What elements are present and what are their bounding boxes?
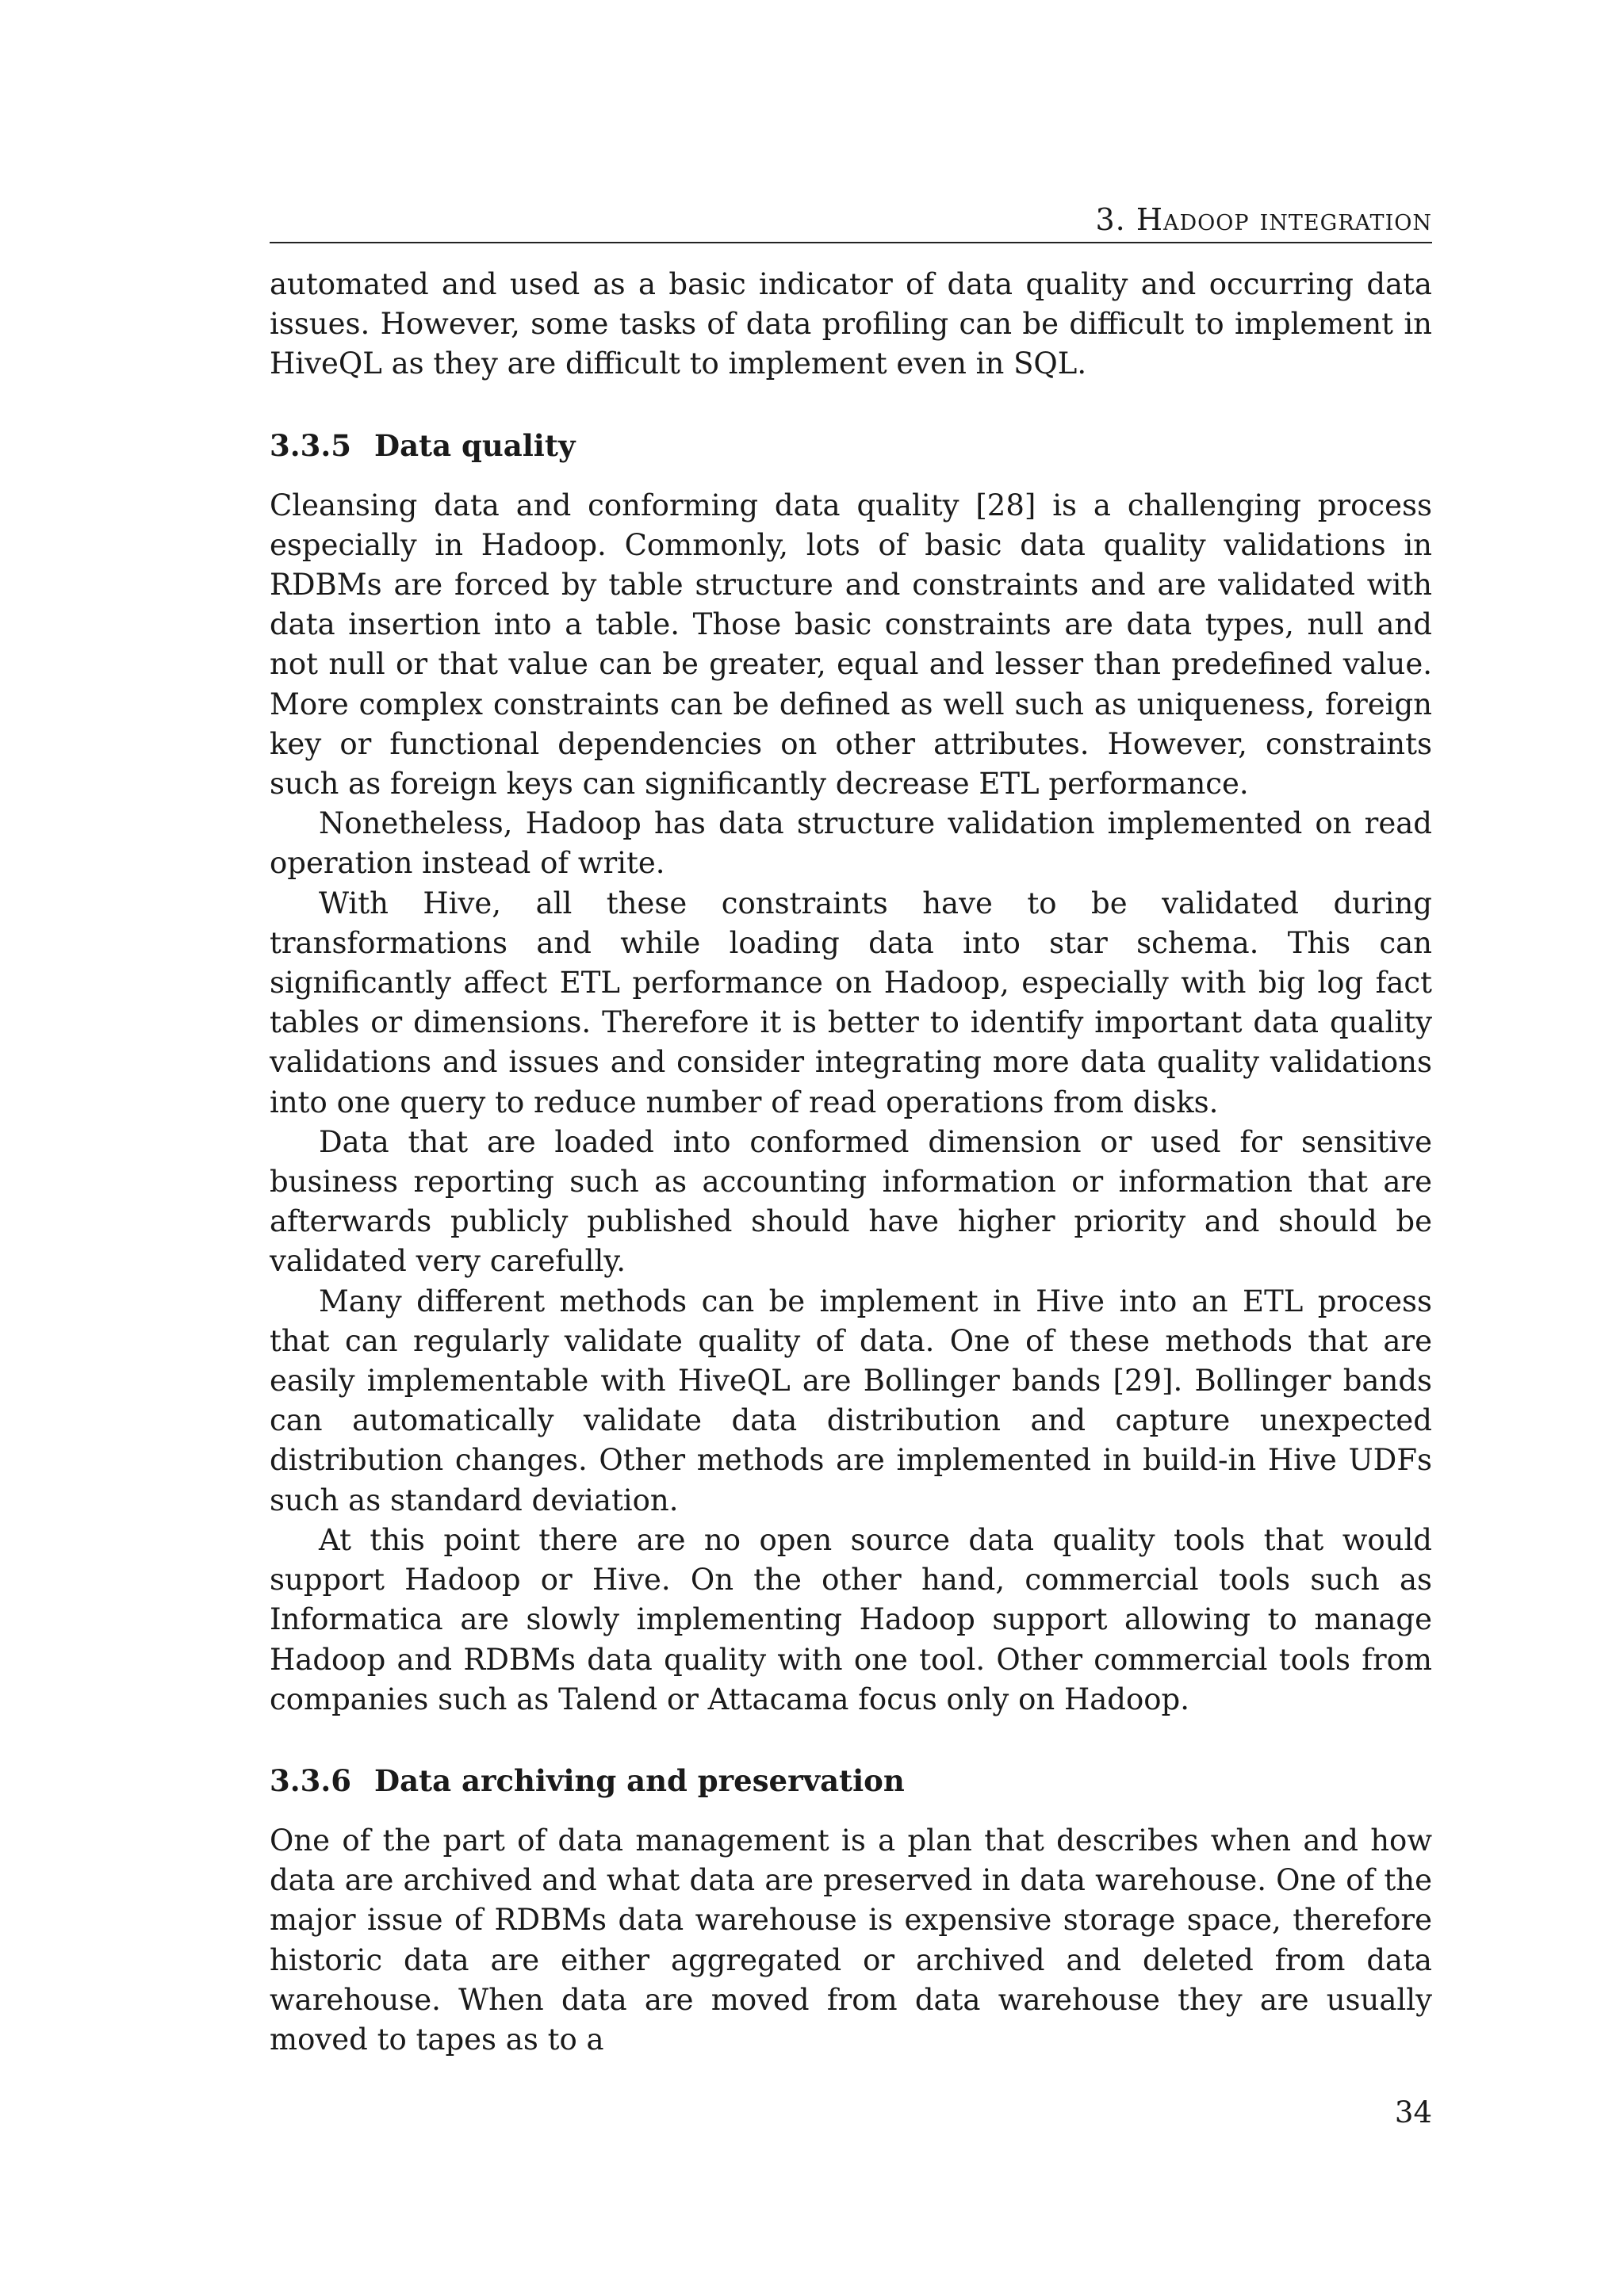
paragraph: With Hive, all these constraints have to be validated during transformations and while loading data into star schema. This can significantly affect ETL performance on Hadoop, especially with big log fact tables or dimensions. Therefore it is better to identify important data quality validations and issues and consider integrating more data quality validations into one query to reduce number of read operations from disks. (270, 886, 1432, 1119)
body-text (270, 265, 1432, 2060)
header-rule (270, 242, 1432, 243)
running-header (270, 200, 1432, 239)
section-number: 3.3.5 (270, 427, 351, 463)
paragraph: automated and used as a basic indicator of data quality and occurring data issues. However, some tasks of data profiling can be difficult to implement in HiveQL as they are difficult to implement even in SQL. (270, 267, 1432, 381)
paragraph: Cleansing data and conforming data quality [28] is a challenging process especially in Hadoop. Commonly, lots of basic data quality validations in RDBMs are forced by table structure and constraints and are validated with data insertion into a table. Those basic constraints are data types, null and not null or that value can be greater, equal and lesser than predefined value. More complex constraints can be defined as well such as uniqueness, foreign key or functional dependencies on other attributes. However, constraints such as foreign keys can significantly decrease ETL performance. (270, 488, 1432, 802)
page-number: 34 (1394, 2095, 1432, 2130)
paragraph: At this point there are no open source data quality tools that would support Hadoop or Hive. On the other hand, commercial tools such as Informatica are slowly implementing Hadoop support allowing to manage Hadoop and RDBMs data quality with one tool. Other commercial tools from companies such as Talend or Attacama focus only on Hadoop. (270, 1522, 1432, 1716)
chapter-title: Hadoop integration (1136, 202, 1432, 237)
section-title: Data quality (374, 427, 576, 463)
paragraph: Data that are loaded into conformed dimension or used for sensitive business reporting such as accounting information or information that are afterwards publicly published should have higher priority and should be validated very carefully. (270, 1124, 1432, 1279)
chapter-number: 3. (1095, 202, 1126, 237)
section-heading-3-3-5 (270, 426, 1432, 465)
section-number: 3.3.6 (270, 1762, 351, 1798)
paragraph: Nonetheless, Hadoop has data structure validation implemented on read operation instead of write. (270, 806, 1432, 881)
section-heading-3-3-6 (270, 1761, 1432, 1800)
paragraph: Many different methods can be implement in Hive into an ETL process that can regularly validate quality of data. One of these methods that are easily implementable with HiveQL are Bollinger bands [29]. Bollinger bands can automatically validate data distribution and capture unexpected distribution changes. Other methods are implemented in build-in Hive UDFs such as standard deviation. (270, 1284, 1432, 1517)
paragraph: One of the part of data management is a plan that describes when and how data are archived and what data are preserved in data warehouse. One of the major issue of RDBMs data warehouse is expensive storage space, therefore historic data are either aggregated or archived and deleted from data warehouse. When data are moved from data warehouse they are usually moved to tapes as to a (270, 1823, 1432, 2057)
section-title: Data archiving and preservation (374, 1762, 905, 1798)
